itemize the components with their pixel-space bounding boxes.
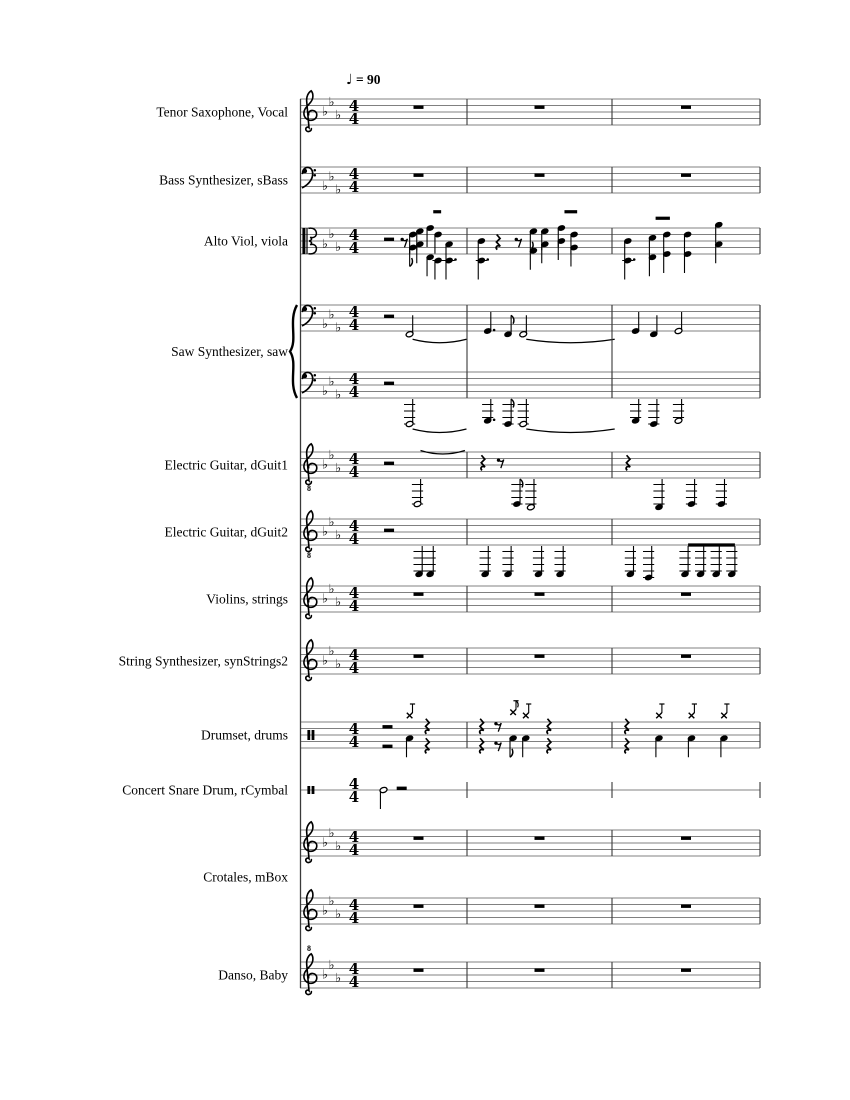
time-signature-numerator: 4	[348, 584, 360, 602]
staff-row-1	[300, 165, 760, 196]
time-signature-denominator: 4	[348, 597, 360, 615]
note	[379, 787, 387, 809]
staff-row-8	[300, 640, 760, 681]
note	[715, 221, 723, 243]
time-signature-denominator: 4	[348, 659, 360, 677]
flat-sign-icon: ♭	[322, 456, 328, 472]
note	[625, 546, 636, 578]
instrument-label: Danso, Baby	[218, 967, 288, 983]
flat-sign-icon: ♭	[335, 905, 342, 921]
eighth-rest	[400, 238, 407, 248]
flat-sign-icon: ♭	[335, 239, 342, 254]
time-signature-denominator: 4	[348, 178, 360, 196]
measure-3	[681, 593, 691, 596]
measure-3	[625, 545, 738, 581]
note	[683, 231, 691, 253]
note	[529, 228, 537, 250]
flat-sign-icon: ♭	[322, 523, 328, 539]
whole-rest	[535, 837, 545, 840]
note	[426, 254, 434, 276]
staff-row-10	[300, 775, 760, 809]
measure-2	[476, 212, 579, 280]
half-rest	[382, 745, 392, 748]
flat-sign-icon: ♭	[322, 966, 328, 982]
note	[502, 546, 513, 578]
instrument-group-6	[206, 592, 288, 607]
time-signature-denominator: 4	[348, 239, 360, 257]
eighth-rest	[497, 458, 504, 468]
note	[484, 312, 496, 334]
measure-1	[414, 655, 424, 658]
measure-3	[681, 174, 691, 177]
flat-sign-icon: ♭	[335, 593, 342, 609]
whole-rest	[535, 106, 545, 109]
instrument-label: Drumset, drums	[201, 727, 288, 743]
flat-sign-icon: ♭	[335, 526, 342, 542]
note	[570, 244, 578, 266]
half-rest	[382, 725, 392, 728]
flat-sign-icon: ♭	[322, 103, 328, 119]
whole-rest	[681, 106, 691, 109]
whole-rest	[414, 106, 424, 109]
note	[405, 735, 413, 757]
time-signature-denominator: 4	[348, 973, 360, 991]
note	[643, 546, 654, 581]
quarter-rest	[626, 455, 630, 470]
svg-text:♩ = 90	[346, 72, 381, 88]
measure-2	[484, 312, 615, 343]
whole-rest	[535, 969, 545, 972]
half-rest	[384, 462, 394, 465]
note	[541, 241, 549, 263]
half-rest	[384, 315, 394, 318]
note	[711, 546, 722, 578]
measure-3	[622, 218, 723, 279]
instrument-group-11	[218, 968, 288, 983]
note	[529, 247, 537, 269]
quarter-rest	[547, 719, 551, 734]
flat-sign-icon: ♭	[328, 306, 335, 322]
staff-row-11	[300, 822, 760, 863]
note	[554, 546, 565, 578]
time-signature-numerator: 4	[348, 226, 360, 244]
flat-sign-icon: ♭	[335, 106, 342, 122]
note	[655, 735, 663, 757]
instrument-group-4	[164, 458, 288, 473]
note	[683, 251, 691, 273]
flat-sign-icon: ♭	[328, 580, 335, 596]
time-signature-denominator: 4	[348, 463, 360, 481]
note	[648, 254, 656, 276]
note	[482, 399, 495, 424]
measure-1	[384, 315, 466, 343]
measure-1	[414, 593, 424, 596]
note	[557, 238, 565, 260]
instrument-group-10	[203, 870, 288, 885]
measure-1	[384, 529, 436, 578]
measure-2	[535, 174, 545, 177]
flat-sign-icon: ♭	[335, 181, 342, 197]
staff-row-2	[300, 212, 760, 280]
flat-sign-icon: ♭	[335, 837, 342, 853]
instrument-label: Electric Guitar, dGuit2	[164, 524, 288, 540]
eighth-rest	[494, 741, 501, 751]
bass-clef-icon	[303, 305, 317, 325]
staff-row-4	[300, 370, 760, 433]
measure-1	[414, 837, 424, 840]
time-signature-numerator: 4	[348, 517, 360, 535]
measure-2	[482, 399, 615, 433]
note	[622, 257, 635, 279]
note	[434, 231, 442, 253]
measure-3	[681, 655, 691, 658]
instrument-label: Tenor Saxophone, Vocal	[156, 104, 288, 120]
time-signature-denominator: 4	[348, 733, 360, 751]
note	[663, 231, 671, 253]
note	[425, 546, 436, 578]
measure-3	[681, 106, 691, 109]
staff-row-5	[300, 444, 760, 511]
instrument-group-0	[156, 105, 288, 120]
svg-text:8: 8	[307, 551, 311, 560]
time-signature-numerator: 4	[348, 165, 360, 183]
whole-rest	[681, 969, 691, 972]
measure-2	[535, 106, 545, 109]
instrument-group-3	[171, 305, 760, 398]
measure-3	[681, 905, 691, 908]
note	[720, 735, 728, 757]
staff-row-3	[300, 303, 760, 343]
flat-sign-icon: ♭	[335, 319, 342, 335]
time-signature-numerator: 4	[348, 646, 360, 664]
flat-sign-icon: ♭	[322, 590, 328, 606]
measure-1	[384, 212, 457, 280]
note	[509, 735, 517, 757]
flat-sign-icon: ♭	[322, 383, 328, 398]
note	[716, 479, 727, 507]
bass-clef-icon	[303, 167, 317, 187]
whole-rest	[681, 905, 691, 908]
time-signature-numerator: 4	[348, 775, 360, 793]
note	[663, 251, 671, 273]
time-signature-denominator: 4	[348, 316, 360, 334]
flat-sign-icon: ♭	[335, 459, 342, 475]
measure-1	[414, 905, 424, 908]
whole-rest	[414, 905, 424, 908]
note	[426, 225, 434, 247]
note	[504, 315, 514, 337]
flat-sign-icon: ♭	[328, 226, 335, 241]
staff-row-12	[300, 890, 760, 931]
tie	[526, 339, 614, 343]
note	[648, 234, 656, 256]
flat-sign-icon: ♭	[335, 969, 342, 985]
quarter-rest	[425, 738, 429, 753]
tempo-value: = 90	[352, 72, 381, 87]
note	[432, 257, 443, 279]
instrument-group-2	[204, 234, 288, 249]
half-rest	[384, 529, 394, 532]
flat-sign-icon: ♭	[328, 446, 335, 462]
note	[405, 315, 413, 337]
note	[444, 257, 457, 279]
cymbal-x-note	[510, 701, 518, 715]
note	[519, 315, 527, 337]
note	[476, 257, 489, 279]
note	[480, 546, 491, 578]
whole-rest	[535, 174, 545, 177]
note	[522, 735, 530, 757]
flat-sign-icon: ♭	[322, 834, 328, 850]
note	[511, 479, 522, 507]
time-signature-numerator: 4	[348, 960, 360, 978]
note	[674, 312, 682, 334]
note	[533, 546, 544, 578]
measure-1	[384, 382, 466, 433]
tie	[413, 339, 467, 343]
measure-1	[382, 704, 429, 757]
time-signature-denominator: 4	[348, 841, 360, 859]
quarter-rest	[625, 738, 629, 753]
cymbal-x-note	[689, 704, 697, 718]
quarter-rest	[481, 455, 485, 470]
note	[525, 479, 536, 511]
note	[630, 399, 641, 424]
measure-1	[414, 174, 424, 177]
note	[650, 315, 658, 337]
time-signature-denominator: 4	[348, 909, 360, 927]
flat-sign-icon: ♭	[328, 373, 335, 389]
cymbal-x-note	[721, 704, 729, 718]
time-signature-numerator: 4	[348, 97, 360, 115]
note	[726, 546, 737, 578]
note	[679, 546, 690, 578]
instrument-group-9	[122, 783, 288, 798]
note	[653, 479, 664, 511]
whole-rest	[681, 174, 691, 177]
flat-sign-icon: ♭	[322, 316, 328, 331]
svg-text:8: 8	[307, 484, 311, 493]
eighth-rest	[515, 238, 522, 248]
measure-2	[480, 546, 566, 578]
note	[404, 399, 415, 427]
whole-rest	[535, 905, 545, 908]
quarter-rest	[547, 738, 551, 753]
flat-sign-icon: ♭	[328, 892, 335, 908]
instrument-label: Violins, strings	[206, 591, 288, 607]
quarter-rest	[480, 719, 484, 734]
note	[715, 241, 723, 263]
treble8down-clef-icon	[304, 511, 317, 560]
measure-1	[414, 969, 424, 972]
measure-2	[535, 837, 545, 840]
flat-sign-icon: ♭	[328, 642, 335, 658]
time-signature-numerator: 4	[348, 450, 360, 468]
measure-1	[384, 451, 465, 508]
note	[624, 238, 632, 260]
instrument-group-5	[164, 525, 288, 540]
staff-row-13	[300, 944, 760, 995]
whole-rest	[414, 837, 424, 840]
whole-rest	[414, 969, 424, 972]
quarter-rest	[425, 719, 429, 734]
measure-3	[630, 399, 684, 427]
tempo-note-icon: ♩	[346, 72, 353, 88]
measure-2	[535, 905, 545, 908]
whole-rest	[681, 837, 691, 840]
half-rest	[384, 238, 394, 241]
instrument-group-8	[201, 728, 288, 743]
note	[695, 546, 706, 578]
instrument-group-1	[159, 173, 288, 188]
quarter-rest	[480, 738, 484, 753]
cymbal-x-note	[407, 704, 415, 718]
staff-row-9	[300, 701, 760, 758]
cymbal-x-note	[523, 704, 531, 718]
flat-sign-icon: ♭	[322, 178, 328, 193]
quarter-rest	[625, 719, 629, 734]
half-rest	[397, 787, 407, 790]
whole-rest	[535, 593, 545, 596]
whole-rest	[414, 593, 424, 596]
instrument-label: Saw Synthesizer, saw	[171, 344, 288, 359]
flat-sign-icon: ♭	[328, 168, 335, 184]
instrument-label: Crotales, mBox	[203, 869, 288, 885]
time-signature-numerator: 4	[348, 828, 360, 846]
flat-sign-icon: ♭	[328, 824, 335, 840]
grand-staff-brace-icon	[290, 305, 297, 398]
note	[686, 479, 697, 507]
instrument-label: Bass Synthesizer, sBass	[159, 172, 288, 188]
note	[687, 735, 695, 757]
time-signature-numerator: 4	[348, 370, 360, 388]
flat-sign-icon: ♭	[322, 652, 328, 668]
bass-clef-icon	[303, 372, 317, 392]
flat-sign-icon: ♭	[322, 902, 328, 918]
measure-2	[535, 969, 545, 972]
half-rest	[384, 382, 394, 385]
note	[412, 479, 423, 507]
whole-rest	[681, 593, 691, 596]
flat-sign-icon: ♭	[328, 513, 335, 529]
instrument-label: String Synthesizer, synStrings2	[118, 653, 288, 669]
instrument-label: Concert Snare Drum, rCymbal	[122, 782, 288, 798]
whole-rest	[535, 655, 545, 658]
instrument-group-7	[119, 654, 288, 669]
note	[502, 399, 513, 427]
flat-sign-icon: ♭	[328, 93, 335, 109]
whole-rest	[681, 655, 691, 658]
flat-sign-icon: ♭	[335, 386, 342, 402]
instrument-label: Electric Guitar, dGuit1	[164, 457, 288, 473]
staff-row-0	[300, 91, 760, 132]
time-signature-denominator: 4	[348, 530, 360, 548]
instrument-label: Alto Viol, viola	[203, 233, 288, 249]
measure-3	[681, 837, 691, 840]
note	[477, 238, 485, 260]
time-signature-denominator: 4	[348, 110, 360, 128]
flat-sign-icon: ♭	[335, 655, 342, 671]
measure-2	[481, 455, 537, 510]
flat-sign-icon: ♭	[322, 235, 328, 251]
measure-3	[625, 704, 730, 757]
note	[631, 312, 639, 334]
note	[648, 399, 659, 427]
measure-2	[535, 593, 545, 596]
time-signature-denominator: 4	[348, 383, 360, 401]
time-signature-numerator: 4	[348, 896, 360, 914]
eighth-rest	[494, 722, 501, 732]
whole-rest	[414, 655, 424, 658]
tie	[413, 429, 467, 433]
treble8down-clef-icon	[304, 444, 317, 493]
staff-row-6	[300, 511, 760, 581]
tempo-marking	[346, 72, 381, 88]
time-signature-numerator: 4	[348, 303, 360, 321]
time-signature-numerator: 4	[348, 720, 360, 738]
measure-2	[535, 655, 545, 658]
flat-sign-icon: ♭	[328, 956, 335, 972]
tie	[526, 429, 614, 433]
time-signature-denominator: 4	[348, 788, 360, 806]
whole-rest	[414, 174, 424, 177]
measure-3	[626, 455, 727, 510]
note	[673, 399, 684, 424]
note	[416, 241, 424, 263]
staff-row-7	[300, 578, 760, 619]
svg-text:8: 8	[307, 944, 311, 953]
cymbal-x-note	[656, 704, 664, 718]
treble8up-clef-icon	[304, 944, 317, 995]
note	[413, 546, 424, 578]
note	[518, 399, 529, 427]
measure-3	[681, 969, 691, 972]
measure-1	[414, 106, 424, 109]
